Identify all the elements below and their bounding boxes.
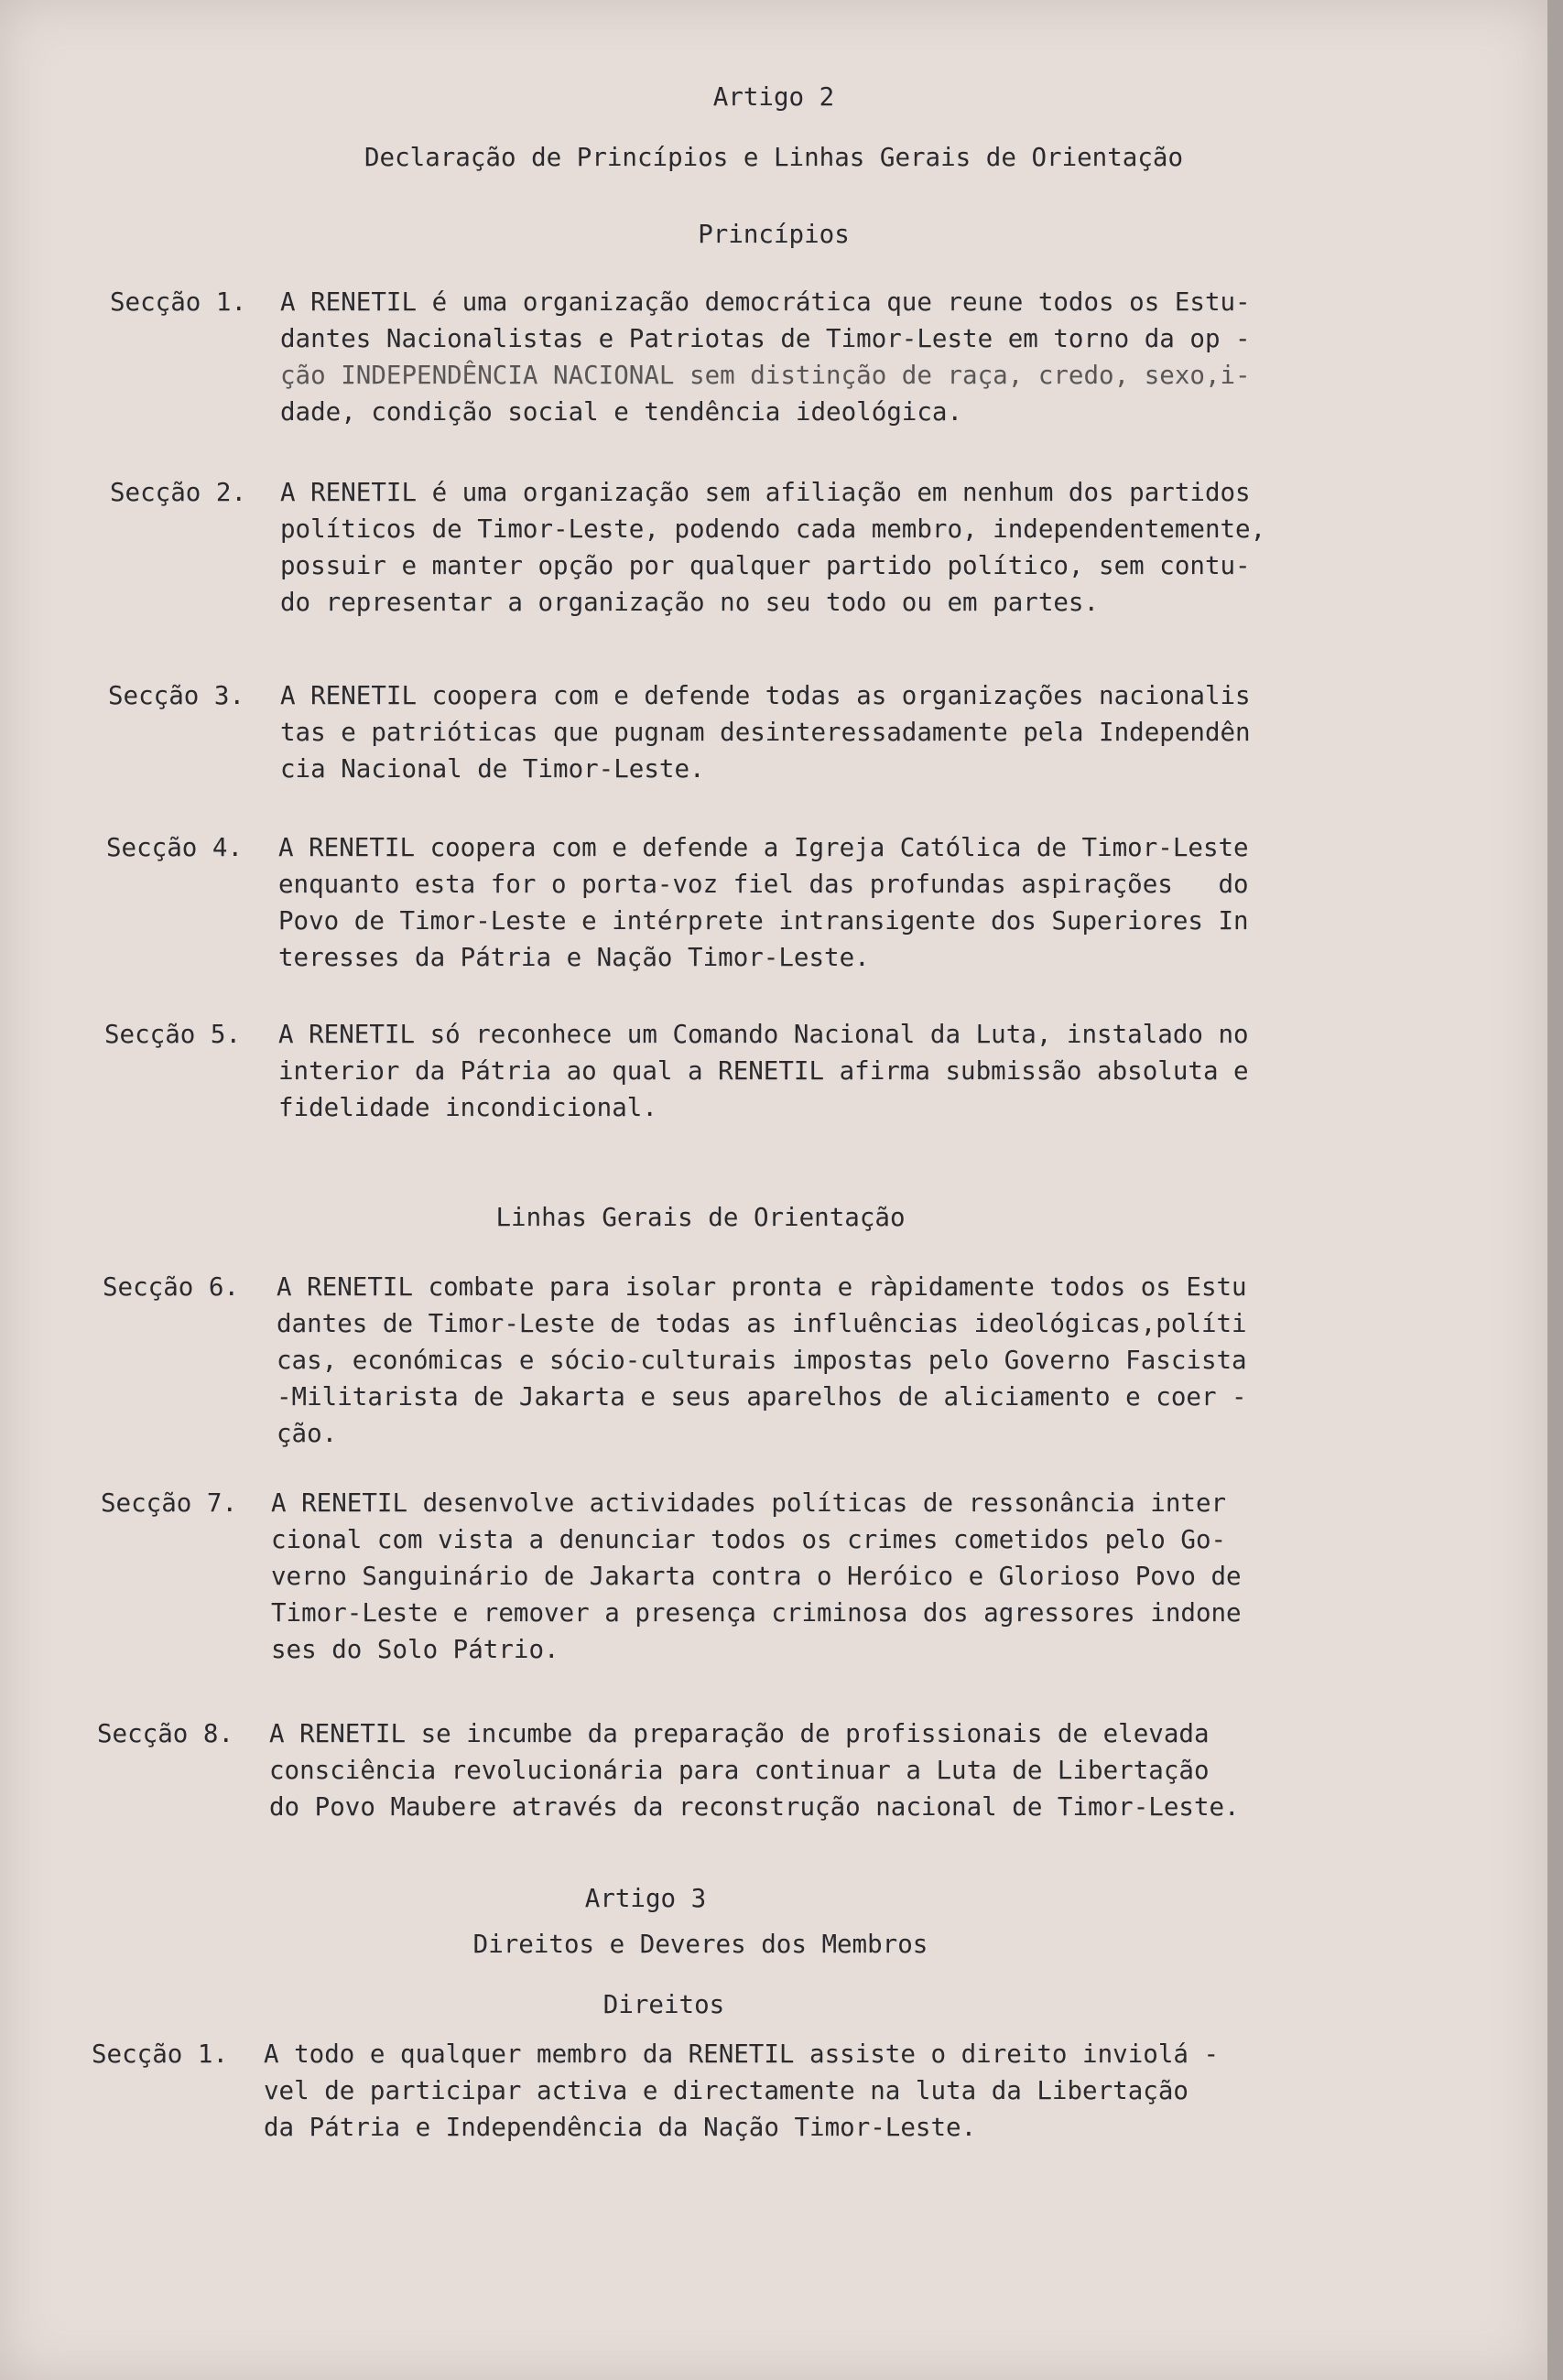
text-line: cas, económicas e sócio-culturais impostas pelo Governo Fascista: [277, 1346, 1247, 1375]
text-line: possuir e manter opção por qualquer partido político, sem contu-: [280, 551, 1251, 580]
text-line: dantes de Timor-Leste de todas as influências ideológicas,políti: [277, 1309, 1247, 1338]
text-line: ção INDEPENDÊNCIA NACIONAL sem distinção de raça, credo, sexo,i-: [280, 361, 1251, 390]
paper-backing-edge: [1547, 0, 1563, 2380]
article-2-subheading: Declaração de Princípios e Linhas Gerais de Orientação: [364, 143, 1184, 172]
guidelines-heading: Linhas Gerais de Orientação: [495, 1203, 906, 1232]
section-text: [264, 2036, 1509, 2146]
text-line: fidelidade incondicional.: [278, 1093, 657, 1122]
section-text: [280, 474, 1507, 621]
text-line: do representar a organização no seu todo ou em partes.: [280, 588, 1100, 617]
text-line: consciência revolucionária para continuar a Luta de Libertação: [269, 1756, 1210, 1785]
text-line: do Povo Maubere através da reconstrução nacional de Timor-Leste.: [269, 1792, 1240, 1822]
article-3-subheading: Direitos e Deveres dos Membros: [472, 1930, 928, 1959]
text-line: A RENETIL só reconhece um Comando Nacional da Luta, instalado no: [278, 1020, 1249, 1049]
section-text: [278, 1016, 1505, 1126]
section-label: Secção 5.: [104, 1020, 242, 1049]
section-label: Secção 1.: [110, 287, 247, 317]
text-line: A RENETIL coopera com e defende todas as organizações nacionalis: [280, 681, 1251, 710]
section-text: [271, 1485, 1516, 1668]
section-text: [280, 284, 1507, 430]
text-line: A RENETIL é uma organização sem afiliação em nenhum dos partidos: [280, 478, 1251, 507]
section-label: Secção 3.: [108, 681, 245, 710]
section-label: Secção 1.: [92, 2039, 229, 2069]
text-line: da Pátria e Independência da Nação Timor-Leste.: [264, 2113, 977, 2142]
section-text: [280, 677, 1507, 787]
section-label: Secção 7.: [101, 1488, 238, 1518]
rights-heading: Direitos: [602, 1990, 725, 2019]
section-label: Secção 8.: [97, 1719, 234, 1748]
text-line: verno Sanguinário de Jakarta contra o Heróico e Glorioso Povo de: [271, 1562, 1242, 1591]
text-line: políticos de Timor-Leste, podendo cada membro, independentemente,: [280, 514, 1266, 544]
article-3-heading: Artigo 3: [584, 1884, 707, 1913]
section-label: Secção 6.: [103, 1272, 240, 1302]
text-line: A RENETIL coopera com e defende a Igreja Católica de Timor-Leste: [278, 833, 1249, 862]
text-line: teresses da Pátria e Nação Timor-Leste.: [278, 943, 870, 972]
article-2-heading: Artigo 2: [712, 82, 835, 112]
text-line: enquanto esta for o porta-voz fiel das profundas aspirações do: [278, 870, 1249, 899]
text-line: cional com vista a denunciar todos os crimes cometidos pelo Go-: [271, 1525, 1227, 1554]
text-line: A RENETIL combate para isolar pronta e ràpidamente todos os Estu: [277, 1272, 1247, 1302]
text-line: interior da Pátria ao qual a RENETIL afirma submissão absoluta e: [278, 1056, 1249, 1086]
text-line: dantes Nacionalistas e Patriotas de Timor-Leste em torno da op -: [280, 324, 1251, 353]
text-line: vel de participar activa e directamente na luta da Libertação: [264, 2076, 1189, 2105]
text-line: dade, condição social e tendência ideológica.: [280, 397, 963, 427]
section-text: [278, 829, 1505, 976]
text-line: ção.: [277, 1419, 338, 1448]
principles-heading: Princípios: [698, 220, 850, 249]
text-line: tas e patrióticas que pugnam desinteressadamente pela Independên: [280, 718, 1251, 747]
section-label: Secção 2.: [110, 478, 247, 507]
section-label: Secção 4.: [106, 833, 244, 862]
text-line: -Militarista de Jakarta e seus aparelhos de aliciamento e coer -: [277, 1382, 1247, 1412]
text-line: A RENETIL desenvolve actividades políticas de ressonância inter: [271, 1488, 1227, 1518]
text-line: Povo de Timor-Leste e intérprete intransigente dos Superiores In: [278, 906, 1249, 936]
section-text: [269, 1715, 1514, 1825]
text-line: A RENETIL é uma organização democrática que reune todos os Estu-: [280, 287, 1251, 317]
text-line: Timor-Leste e remover a presença criminosa dos agressores indone: [271, 1598, 1242, 1628]
section-text: [277, 1269, 1522, 1452]
text-line: A RENETIL se incumbe da preparação de profissionais de elevada: [269, 1719, 1210, 1748]
text-line: ses do Solo Pátrio.: [271, 1635, 559, 1664]
text-line: cia Nacional de Timor-Leste.: [280, 754, 705, 784]
text-line: A todo e qualquer membro da RENETIL assiste o direito inviolá -: [264, 2039, 1220, 2069]
